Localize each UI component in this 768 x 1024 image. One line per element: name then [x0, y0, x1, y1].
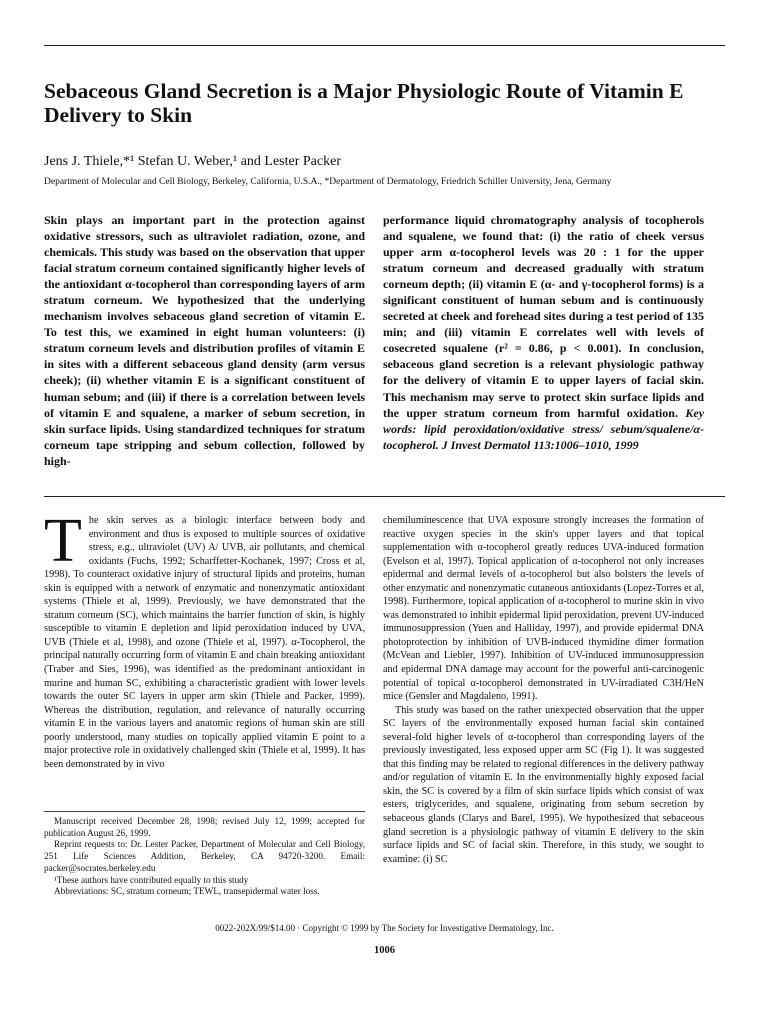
- drop-cap: T: [44, 507, 82, 575]
- body-left-column: [44, 507, 365, 771]
- keywords-and-citation: Key words: lipid peroxidation/oxidative stress/ sebum/squalene/α-tocopherol. J Invest Dermatol 113:1006–1010, 1999: [383, 405, 705, 452]
- copyright-footer: 0022-202X/99/$14.00 · Copyright © 1999 by The Society for Investigative Dermatology, Inc.: [215, 923, 554, 933]
- footnote-reprint: Reprint requests to: Dr. Lester Packer, Department of Molecular and Cell Biology, 251 Life Sciences Addition, Berkeley, CA 94720-3200. Email: packer@socrates.berkeley.edu: [44, 839, 365, 873]
- footnotes: [44, 816, 365, 898]
- abstract-left-column: Skin plays an important part in the protection against oxidative stressors, such as ultraviolet radiation, ozone, and chemicals. This study was based on the observation that upper facial stratum corneum contained significantly higher levels of the antioxidant α-tocopherol than corresponding layers of arm stratum corneum. We hypothesized that the underlying mechanism involves sebaceous gland secretion of vitamin E. To test this, we examined in eight human volunteers: (i) stratum corneum levels and distribution profiles of vitamin E in sites with a different sebaceous gland density (arm versus cheek); (ii) whether vitamin E is a significant constituent of human sebum; and (iii) if there is a correlation between levels of vitamin E and squalene, a marker of sebum secretion, in skin surface lipids. Using standardized techniques for stratum corneum tape stripping and sebum collection, followed by high-: [44, 213, 365, 468]
- abstract-right-column: [383, 212, 704, 453]
- footnote-abbreviations: Abbreviations: SC, stratum corneum; TEWL, transepidermal water loss.: [54, 886, 320, 897]
- body-right-column: [383, 514, 704, 866]
- footnote-rule: [44, 811, 365, 812]
- abstract-divider: [44, 496, 725, 497]
- footnote-equal-contribution: ¹These authors have contributed equally to this study: [54, 874, 249, 885]
- author-list: Jens J. Thiele,*¹ Stefan U. Weber,¹ and Lester Packer: [44, 154, 341, 169]
- body-paragraph-1: chemiluminescence that UVA exposure strongly increases the formation of reactive oxygen species in the skin's upper layers and that topical supplementation with α-tocopherol greatly reduces UVA-induced formation (Evelson et al, 1997). Topical application of α-tocopherol not only increases epidermal and dermal levels of α-tocopherol but also bolsters the levels of other enzymatic and nonenzymatic cutaneous antioxidants (Lopez-Torres et al, 1998). Furthermore, topical application of α-tocopherol to murine skin in vivo was demonstrated to inhibit epidermal lipid peroxidation, prevent UV-induced immunosuppression (Yuen and Halliday, 1997), and provide epidermal DNA photoprotection by inhibition of UVB-induced thymidine dimer formation (McVean and Liebler, 1997). Inhibition of UV-induced immunosuppression and epidermal DNA damage may account for the powerful anti-carcinogenic potential of topical α-tocopherol demonstrated in UV-irradiated C3H/HeN mice (Gensler and Magdaleno, 1991).: [383, 515, 704, 703]
- footnote-received: Manuscript received December 28, 1998; revised July 12, 1999; accepted for publication August 26, 1999.: [44, 816, 365, 838]
- page-number: 1006: [374, 945, 395, 956]
- affiliation: Department of Molecular and Cell Biology, Berkeley, California, U.S.A., *Department of Dermatology, Friedrich Schiller University, Jena, Germany: [44, 177, 612, 187]
- body-paragraph-2: This study was based on the rather unexpected observation that the upper SC layers of the environmentally exposed human facial skin contained several-fold higher levels of α-tocopherol than corresponding layers of the previously investigated, less exposed upper arm SC (Fig 1). It was suggested that this finding may be related to regional differences in the delivery pathway and/or regulation of vitamin E. In the environmentally highly exposed facial skin, the SC is covered by a film of skin surface lipids which consist of wax esters, triglycerides, and squalene, originating from sebum secretion by sebaceous glands (Clarys and Barel, 1995). We hypothesized that sebaceous gland secretion is a physiologic pathway of vitamin E delivery to the skin surface lipids and SC of facial skin. Therefore, in this study, we sought to examine: (i) SC: [383, 704, 704, 865]
- intro-paragraph: [44, 507, 365, 771]
- intro-text: he skin serves as a biologic interface between body and environment and thus is exposed to multiple sources of oxidative stress, e.g., ultraviolet (UV) A/ UVB, air pollutants, and chemical oxidants (Fuchs, 1992; Scharffetter-Kochanek, 1997; Cross et al, 1998). To counteract oxidative injury of structural lipids and proteins, human skin is equipped with a network of enzymatic and nonenzymatic antioxidant systems (Thiele et al, 1999). Previously, we have demonstrated that the stratum corneum (SC), which maintains the barrier function of skin, is highly susceptible to vitamin E depletion and lipid peroxidation induced by UVA, UVB (Thiele et al, 1998), and ozone (Thiele et al, 1997). α-Tocopherol, the principal naturally occurring form of vitamin E and chain breaking antioxidant (Traber and Sies, 1996), was identified as the predominant antioxidant in murine and human SC, exhibiting a characteristic gradient with lower levels towards the outer SC layers in upper arm skin (Thiele and Packer, 1999). Whereas the distribution, regulation, and relevance of naturally occurring vitamin E in the various layers and anatomic regions of human skin are still poorly understood, many studies on topically applied vitamin E point to a major protective role in oxidatively challenged skin (Thiele et al, 1999). It has been demonstrated by in vivo: [44, 515, 365, 770]
- article-title: Sebaceous Gland Secretion is a Major Physiologic Route of Vitamin E Delivery to Skin: [44, 79, 684, 127]
- header-rule: [44, 45, 725, 46]
- abstract-right-text: performance liquid chromatography analysis of tocopherols and squalene, we found that: (i) the ratio of cheek versus upper arm α-tocopherol levels was 20 : 1 for the upper stratum corneum and decreased gradually with stratum corneum depth; (ii) vitamin E (α- and γ-tocopherol forms) is a significant constituent of human sebum and is continuously secreted at cheek and forehead sites during a test period of 135 min; and (iii) vitamin E correlates well with levels of cosecreted squalene (r² = 0.86, p < 0.001). In conclusion, sebaceous gland secretion is a relevant physiologic pathway for the delivery of vitamin E to upper layers of facial skin. This mechanism may serve to protect skin surface lipids and the upper stratum corneum from harmful oxidation.: [383, 213, 704, 420]
